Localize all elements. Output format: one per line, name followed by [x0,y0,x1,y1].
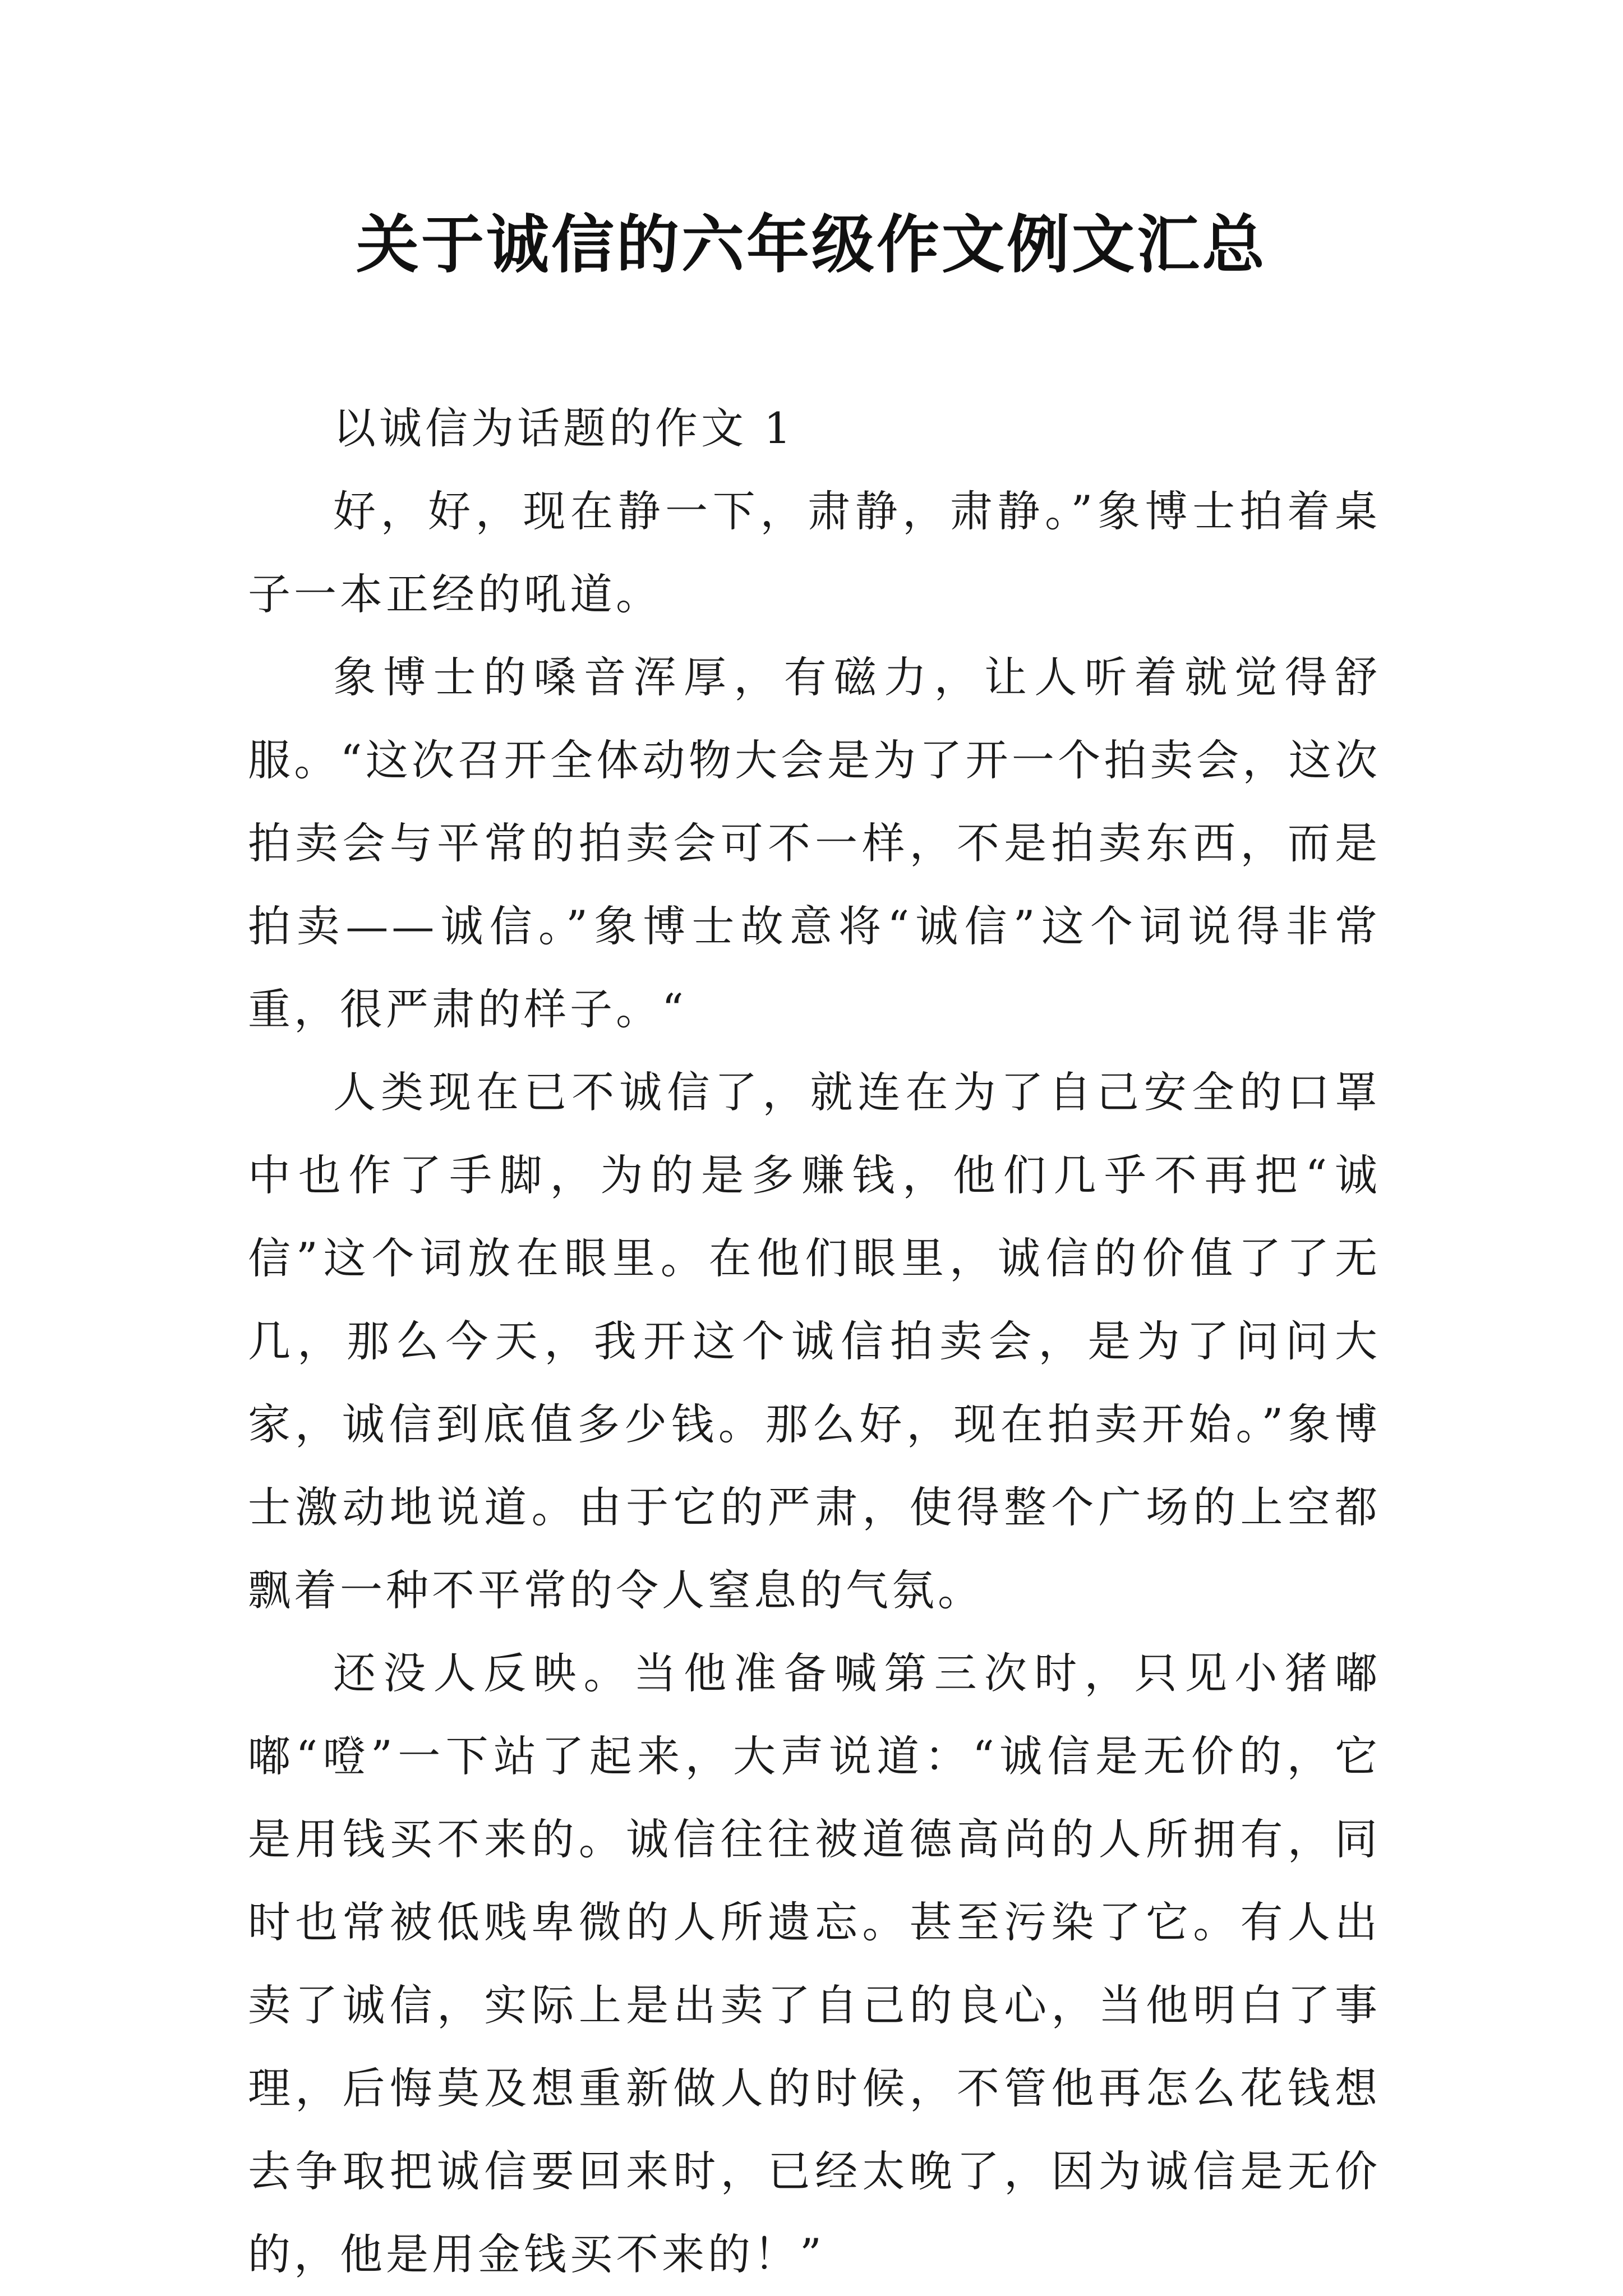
document-body [248,387,1381,2296]
paragraph: 象博士的嗓音浑厚，有磁力，让人听着就觉得舒服。“这次召开全体动物大会是为了开一个拍卖会，这次拍卖会与平常的拍卖会可不一样，不是拍卖东西，而是拍卖——诚信。”象博士故意将“诚信”这个词说得非常重，很严肃的样子。“ [248,652,1381,1034]
document-title: 关于诚信的六年级作文例文汇总 [356,208,1267,282]
essay-subtitle: 以诚信为话题的作文 1 [333,403,795,453]
paragraph: 人类现在已不诚信了，就连在为了自己安全的口罩中也作了手脚，为的是多赚钱，他们几乎不再把“诚信”这个词放在眼里。在他们眼里，诚信的价值了了无几，那么今天，我开这个诚信拍卖会，是为了问问大家，诚信到底值多少钱。那么好，现在拍卖开始。”象博士激动地说道。由于它的严肃，使得整个广场的上空都飘着一种不平常的令人窒息的气氛。 [248,1067,1381,1615]
paragraph: 还没人反映。当他准备喊第三次时，只见小猪嘟嘟“噔”一下站了起来，大声说道：“诚信是无价的，它是用钱买不来的。诚信往往被道德高尚的人所拥有，同时也常被低贱卑微的人所遗忘。甚至污染了它。有人出卖了诚信，实际上是出卖了自己的良心，当他明白了事理，后悔莫及想重新做人的时候，不管他再怎么花钱想去争取把诚信要回来时，已经太晚了，因为诚信是无价的，他是用金钱买不来的！” [248,1648,1381,2279]
paragraph: 好，好，现在静一下，肃静，肃静。”象博士拍着桌子一本正经的吼道。 [248,486,1381,619]
